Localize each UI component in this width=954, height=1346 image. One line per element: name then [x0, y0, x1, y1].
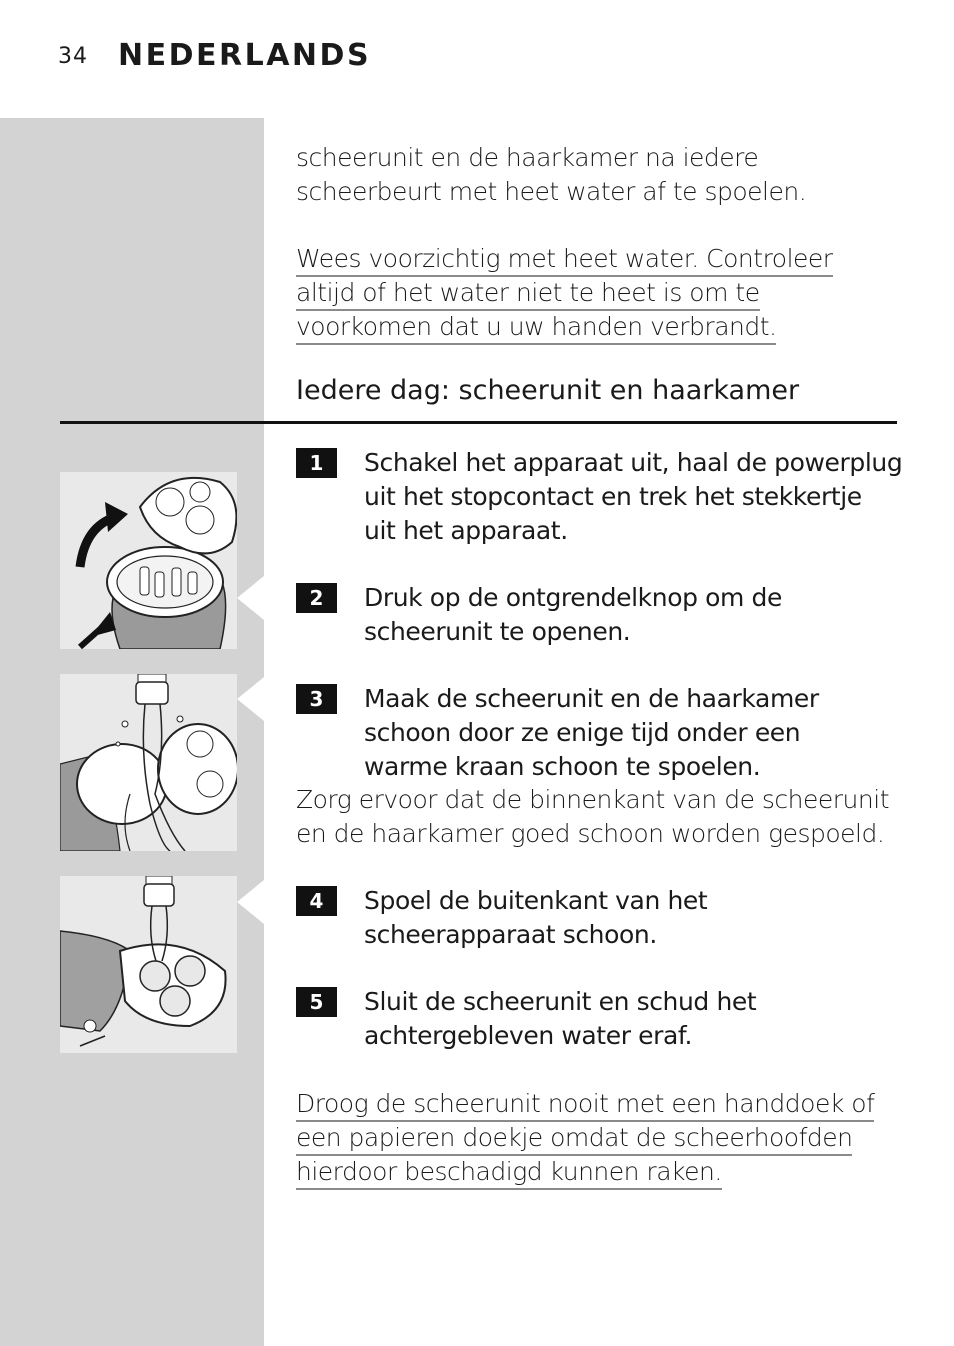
warning-hot-water — [296, 242, 906, 344]
section-heading: Iedere dag: scheerunit en haarkamer — [296, 375, 800, 406]
step-line: Spoel de buitenkant van het — [364, 886, 708, 915]
step-line: scheerunit te openen. — [364, 617, 631, 646]
step-text — [364, 884, 904, 952]
step-number: 1 — [296, 448, 337, 478]
note-line: Zorg ervoor dat de binnenkant van de scheerunit — [296, 785, 889, 814]
illustration-open-shaving-unit — [60, 472, 237, 649]
illustration-pointer — [237, 576, 264, 620]
warning-line: voorkomen dat u uw handen verbrandt. — [296, 312, 776, 345]
warning-line: hierdoor beschadigd kunnen raken. — [296, 1157, 722, 1190]
illustration-pointer — [237, 677, 264, 721]
intro-line: scheerbeurt met heet water af te spoelen. — [296, 177, 807, 206]
step-3-note — [296, 783, 906, 851]
section-divider — [60, 421, 897, 424]
warning-towel — [296, 1087, 906, 1189]
step-text — [364, 581, 904, 649]
language-heading: NEDERLANDS — [118, 38, 372, 73]
step-line: Schakel het apparaat uit, haal de powerplug — [364, 448, 903, 477]
shaver-open-drawing — [60, 472, 237, 649]
page-number: 34 — [58, 44, 88, 69]
step-number: 5 — [296, 987, 337, 1017]
step-text — [364, 446, 904, 548]
warning-line: een papieren doekje omdat de scheerhoofden — [296, 1123, 852, 1156]
illustration-pointer — [237, 880, 264, 924]
illustration-rinse-shaver-outside — [60, 876, 237, 1053]
step-line: warme kraan schoon te spoelen. — [364, 752, 761, 781]
warning-line: Wees voorzichtig met heet water. Controleer — [296, 244, 833, 277]
shaver-rinse-drawing — [60, 674, 237, 851]
step-number: 4 — [296, 886, 337, 916]
step-line: scheerapparaat schoon. — [364, 920, 657, 949]
note-line: en de haarkamer goed schoon worden gespoeld. — [296, 819, 885, 848]
shaver-outside-drawing — [60, 876, 237, 1053]
step-number: 3 — [296, 684, 337, 714]
step-line: Druk op de ontgrendelknop om de — [364, 583, 782, 612]
step-line: uit het apparaat. — [364, 516, 568, 545]
step-line: uit het stopcontact en trek het stekkertje — [364, 482, 862, 511]
intro-paragraph — [296, 141, 906, 209]
step-number: 2 — [296, 583, 337, 613]
warning-line: Droog de scheerunit nooit met een handdoek of — [296, 1089, 874, 1122]
step-line: Sluit de scheerunit en schud het — [364, 987, 757, 1016]
step-line: achtergebleven water eraf. — [364, 1021, 693, 1050]
warning-line: altijd of het water niet te heet is om te — [296, 278, 760, 311]
intro-line: scheerunit en de haarkamer na iedere — [296, 143, 759, 172]
step-text — [364, 682, 904, 784]
illustration-rinse-shaving-unit — [60, 674, 237, 851]
step-line: schoon door ze enige tijd onder een — [364, 718, 801, 747]
step-line: Maak de scheerunit en de haarkamer — [364, 684, 819, 713]
step-text — [364, 985, 904, 1053]
